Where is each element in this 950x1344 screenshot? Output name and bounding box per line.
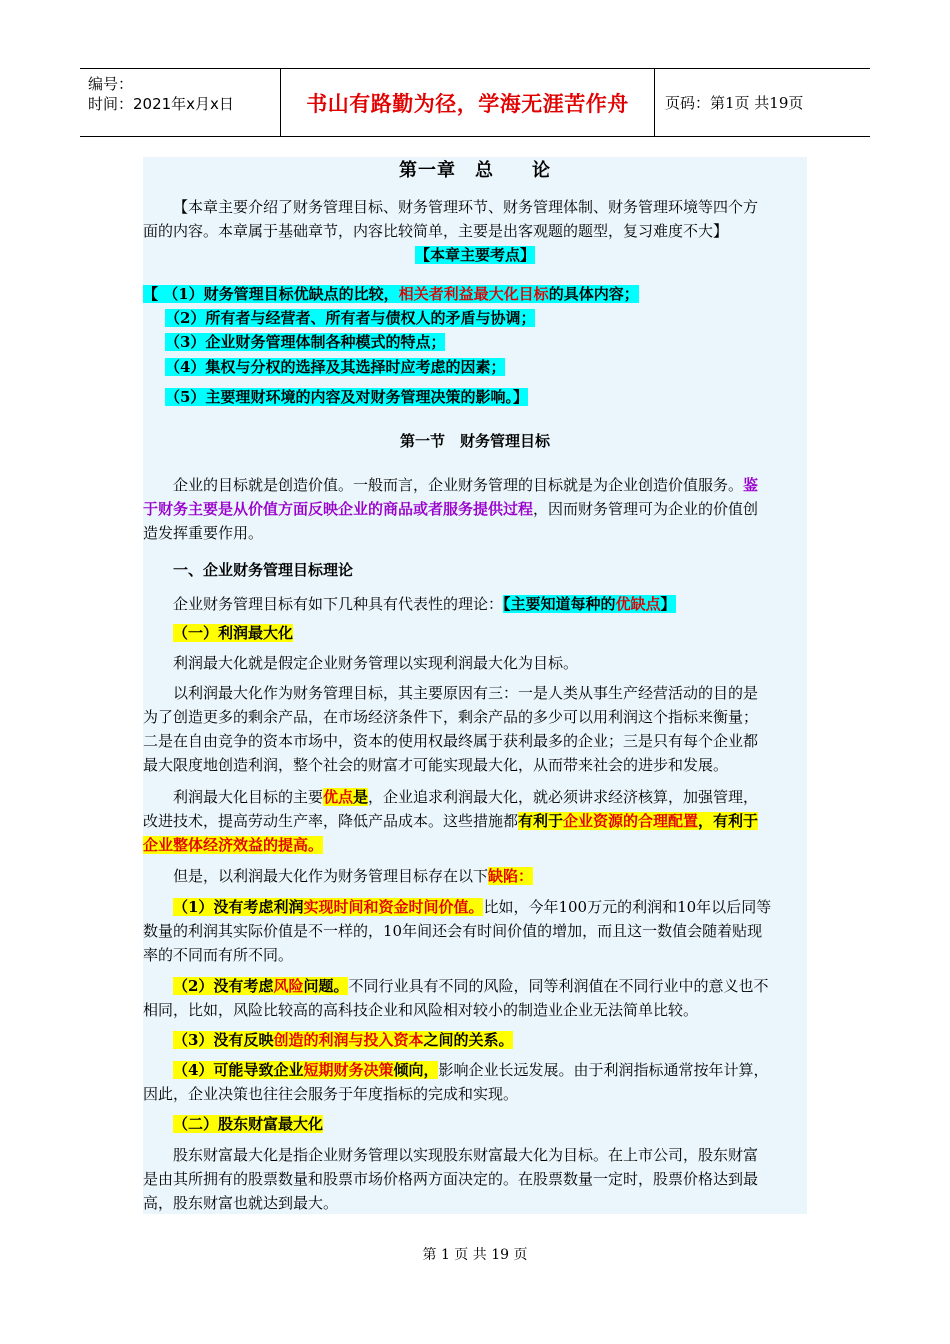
profit-definition: 利润最大化就是假定企业财务管理以实现利润最大化为目标。	[173, 654, 579, 672]
defect-3: （3）没有反映创造的利润与投入资本之间的关系。	[173, 1031, 514, 1049]
page-footer: 第 1 页 共 19 页	[422, 1247, 528, 1263]
advantages-line-2: 改进技术，提高劳动生产率，降低产品成本。这些措施都有利于企业资源的合理配置，有利于	[143, 812, 759, 830]
paragraph-1-line-3: 造发挥重要作用。	[143, 524, 264, 542]
theory-intro: 企业财务管理目标有如下几种具有代表性的理论：【主要知道每种的优缺点】	[173, 595, 676, 613]
wealth-line-3: 高，股东财富也就达到最大。	[143, 1194, 339, 1212]
profit-max-heading: （一）利润最大化	[173, 624, 294, 642]
wealth-line-1: 股东财富最大化是指企业财务管理以实现股东财富最大化为目标。在上市公司，股东财富	[173, 1146, 759, 1164]
defect-1-line-1: （1）没有考虑利润实现时间和资金时间价值。比如，今年100万元的利润和10年以后同等	[173, 898, 772, 916]
reasons-line-1: 以利润最大化作为财务管理目标，其主要原因有三：一是人类从事生产经营活动的目的是	[173, 684, 759, 702]
page-header	[80, 68, 870, 137]
defect-4-line-1: （4）可能导致企业短期财务决策倾向，影响企业长远发展。由于利润指标通常按年计算，	[173, 1061, 769, 1079]
defect-2-line-2: 相同，比如，风险比较高的高科技企业和风险相对较小的制造业企业无法简单比较。	[143, 1001, 699, 1019]
defect-1-line-3: 率的不同而有所不同。	[143, 946, 294, 964]
defect-2-line-1: （2）没有考虑风险问题。不同行业具有不同的风险，同等利润值在不同行业中的意义也不	[173, 977, 769, 995]
section-title: 第一节 财务管理目标	[399, 432, 550, 450]
keypoint-2: （2）所有者与经营者、所有者与债权人的矛盾与协调；	[165, 309, 536, 327]
chapter-title: 第一章 总 论	[399, 160, 551, 181]
header-page-info	[655, 69, 870, 136]
keypoint-1: 【 （1）财务管理目标优缺点的比较，相关者利益最大化目标的具体内容；	[143, 285, 639, 303]
paragraph-1-line-2: 于财务主要是从价值方面反映企业的商品或者服务提供过程，因而财务管理可为企业的价值创	[143, 500, 759, 518]
reasons-line-4: 最大限度地创造利润，整个社会的财富才可能实现最大化，从而带来社会的进步和发展。	[143, 756, 729, 774]
document-body	[143, 157, 807, 1214]
keypoints-heading: 【本章主要考点】	[414, 246, 535, 264]
keypoint-3: （3）企业财务管理体制各种模式的特点；	[165, 333, 446, 351]
reasons-line-2: 为了创造更多的剩余产品，在市场经济条件下，剩余产品的多少可以用利润这个指标来衡量；	[143, 708, 759, 726]
keypoint-4: （4）集权与分权的选择及其选择时应考虑的因素；	[165, 358, 506, 376]
shareholder-wealth-heading: （二）股东财富最大化	[173, 1115, 324, 1133]
paragraph-1-line-1: 企业的目标就是创造价值。一般而言，企业财务管理的目标就是为企业创造价值服务。鉴	[173, 476, 759, 494]
keypoint-5: （5）主要理财环境的内容及对财务管理决策的影响。】	[165, 388, 528, 406]
defects-intro: 但是，以利润最大化作为财务管理目标存在以下缺陷：	[173, 867, 534, 885]
wealth-line-2: 是由其所拥有的股票数量和股票市场价格两方面决定的。在股票数量一定时，股票价格达到最	[143, 1170, 759, 1188]
defect-1-line-2: 数量的利润其实际价值是不一样的，10年间还会有时间价值的增加，而且这一数值会随着贴现	[143, 922, 763, 940]
advantages-line-1: 利润最大化目标的主要优点是，企业追求利润最大化，就必须讲求经济核算，加强管理，	[173, 788, 759, 806]
advantages-line-3: 企业整体经济效益的提高。	[143, 836, 324, 854]
chapter-intro-line-2: 面的内容。本章属于基础章节，内容比较简单，主要是出客观题的题型，复习难度不大】	[143, 222, 729, 240]
header-meta	[80, 69, 281, 136]
page-info-text: 页码：第1页 共19页	[665, 94, 804, 112]
motto-text: 书山有路勤为径，学海无涯苦作舟	[306, 90, 629, 116]
subheading-theory: 一、企业财务管理目标理论	[173, 561, 354, 579]
number-label: 编号：	[88, 75, 134, 93]
chapter-intro-line-1: 【本章主要介绍了财务管理目标、财务管理环节、财务管理体制、财务管理环境等四个方	[173, 198, 759, 216]
reasons-line-3: 二是在自由竞争的资本市场中，资本的使用权最终属于获利最多的企业；三是只有每个企业都	[143, 732, 759, 750]
header-motto	[281, 69, 655, 136]
time-label: 时间：2021年x月x日	[88, 95, 234, 113]
defect-4-line-2: 因此，企业决策也往往会服务于年度指标的完成和实现。	[143, 1085, 519, 1103]
